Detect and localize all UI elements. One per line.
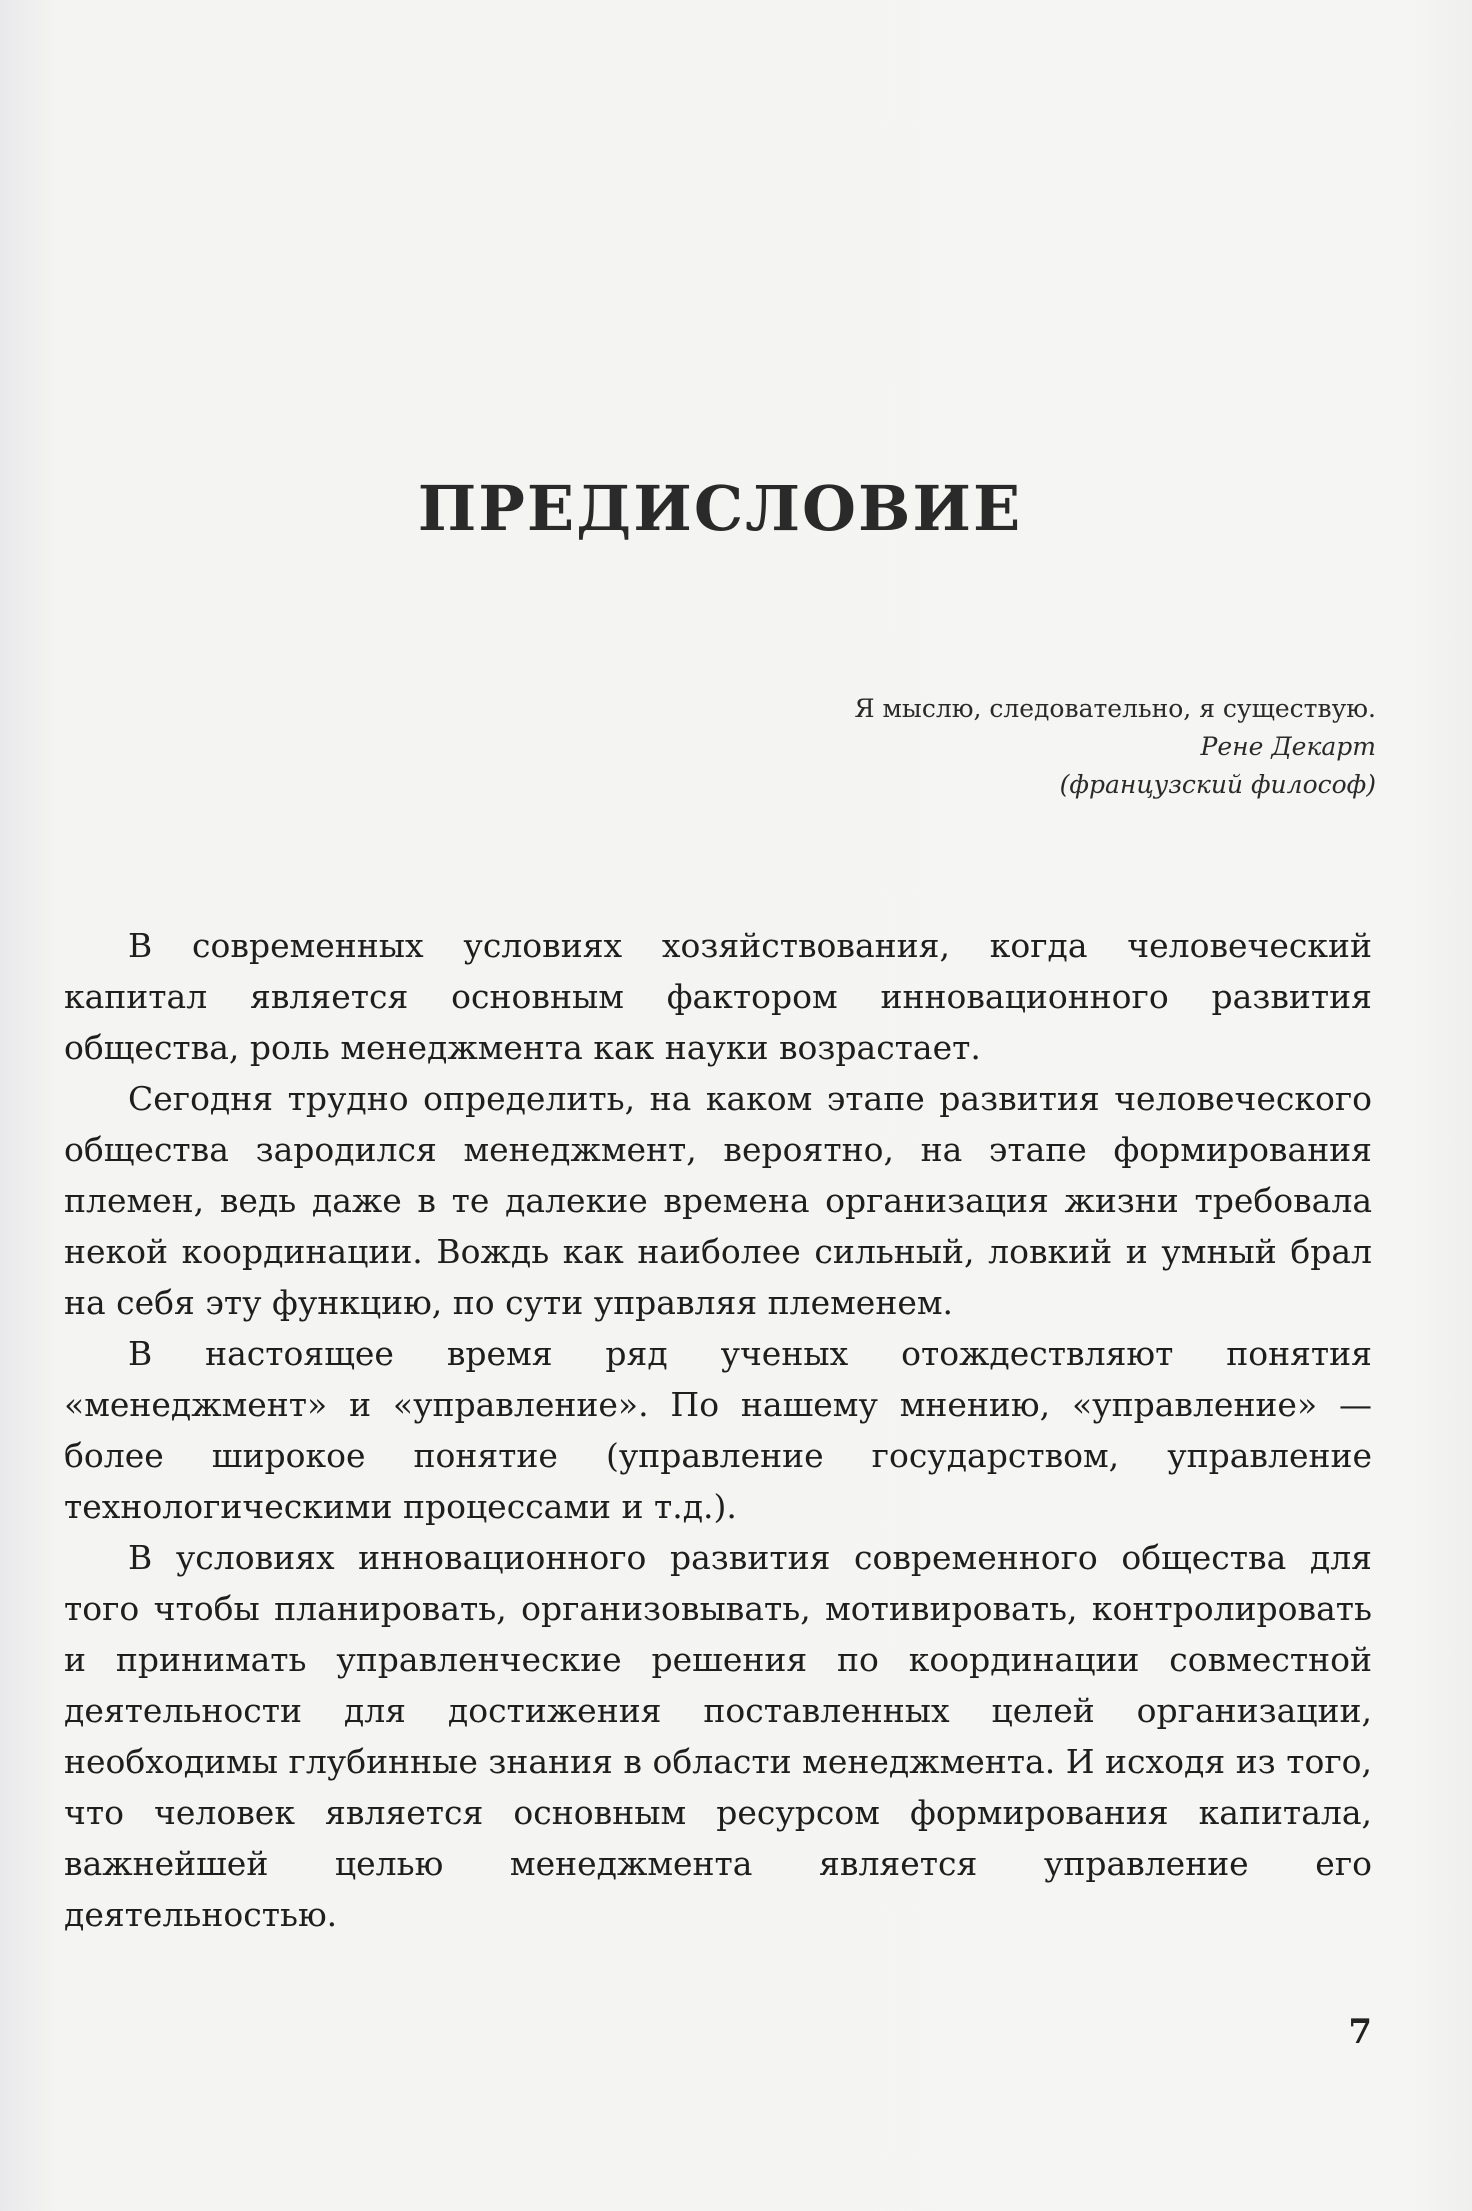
paragraph: Сегодня трудно определить, на каком этапе развития человеческого общества зародился менеджмент, вероятно, на этапе формирования племен, ведь даже в те далекие времена организация жизни требовала некой координации. Вождь как наиболее сильный, ловкий и умный брал на себя эту функцию, по сути управляя племенем.: [64, 1079, 1372, 1322]
paragraph: В условиях инновационного развития современного общества для того чтобы планировать, организовывать, мотивировать, контролировать и принимать управленческие решения по координации совместной деятельности для достижения поставленных целей организации, необходимы глубинные знания в области менеджмента. И исходя из того, что человек является основным ресурсом формирования капитала, важнейшей целью менеджмента является управление его деятельностью.: [64, 1538, 1372, 1934]
paragraph: В настоящее время ряд ученых отождествляют понятия «менеджмент» и «управление». По нашему мнению, «управление» — более широкое понятие (управление государством, управление технологическими процессами и т.д.).: [64, 1334, 1372, 1526]
epigraph-quote: Я мыслю, следовательно, я существую.: [854, 694, 1376, 723]
page-title: ПРЕДИСЛОВИЕ: [417, 472, 1023, 545]
paragraph: В современных условиях хозяйствования, когда человеческий капитал является основным фактором инновационного развития общества, роль менеджмента как науки возрастает.: [64, 926, 1372, 1067]
epigraph: [476, 690, 1376, 804]
body-text: [64, 920, 1372, 1940]
epigraph-author: Рене Декарт: [1200, 732, 1376, 761]
page-number: 7: [1348, 2012, 1372, 2052]
epigraph-author-role: (французский философ): [1059, 770, 1376, 799]
